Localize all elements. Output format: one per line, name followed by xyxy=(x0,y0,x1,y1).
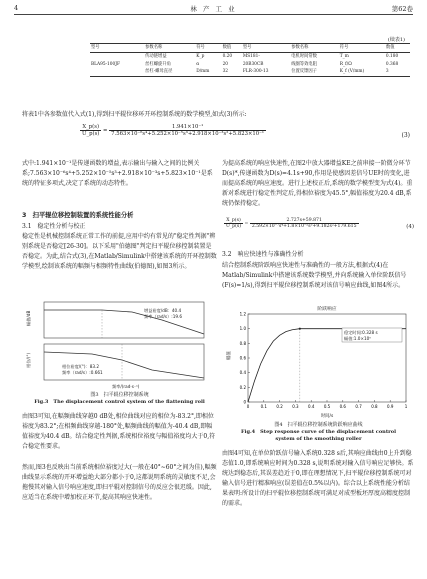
page-number: 4 xyxy=(14,4,19,12)
eq3-rhs xyxy=(109,124,266,137)
phase-freq-label: 频率（rad/s）:0.661 xyxy=(62,370,103,375)
journal-title: 林 产 工 业 xyxy=(190,5,237,13)
figure-4-caption xyxy=(222,422,415,443)
table-cell: 20 xyxy=(222,61,229,67)
y-tick-label: 0.6 xyxy=(239,355,246,361)
eq4-number: (4) xyxy=(406,224,414,230)
section-3-heading: 3 扫平辊位移控制装置的系统性能分析 xyxy=(22,212,134,219)
x-tick-label: 0.6 xyxy=(339,404,346,409)
left-paragraph-5: 然而,图3也反映出当前系统相位裕度过大(一般在40°~60°之间为佳),幅频曲线显示系统的开环增益绝大部分都小于0,这都说明系统的灵敏度不足,会拖慢其对输入信号响应速度,即扫平辊对控制信号的反应会很迟缓。因此,应适当在系统中增加校正环节,提高其响应快速性。 xyxy=(22,464,217,501)
figure-3-caption-en: Fig.3 The displacement control system of the flattening roll xyxy=(34,399,205,405)
table-cell: 电机时间常数 xyxy=(291,53,317,59)
eq3-lhs-num: X_p(s) xyxy=(80,124,101,131)
table-cell: 传动链增益 xyxy=(145,53,167,59)
figure-4-step-response xyxy=(222,302,415,420)
right-paragraph-3: 由图4可知,在单位阶跃信号输入系统0.328 s后,其响应曲线由0上升到稳态值1.0,即系统响应时间为0.328 s,说明系统对输入信号响应足够快。系统达到稳态后,其误差趋近于0,即在理想情况下,扫平辊位移控制系统可对输入信号进行精准响应(误差值在0.5%以内)。综合以上系统性能分析结果表明:所设计的扫平辊位移控制系统可满足对成型板坯厚度高精度控制的需求。 xyxy=(222,450,414,507)
table-header: 数值 xyxy=(385,44,410,53)
y-tick-label: 1.2 xyxy=(239,311,246,317)
figure-3-caption xyxy=(22,392,217,406)
table-header: 数值 xyxy=(222,44,242,53)
step-y-ticks xyxy=(240,312,250,405)
volume-label: 第62卷 xyxy=(391,5,413,13)
table-cell xyxy=(90,52,144,60)
table-cell: α xyxy=(196,61,200,67)
settling-time-label: 稳定时间:0.328 s xyxy=(344,330,378,335)
table-row xyxy=(90,61,410,69)
table-cell: 3 xyxy=(385,68,410,76)
table-cell: 32 xyxy=(222,68,242,76)
section-3-1-heading: 3.1 稳定性分析与校正 xyxy=(22,223,86,230)
step-response-frame xyxy=(248,314,406,402)
right-paragraph-2: 结合控制系统阶跃响应快速性与准确性的一般方法,根据式(4)在Matlab/Simulink中搭建该系统数学模型,并向系统输入单位阶跃信号(F(s)=1/s),得到扫平辊位移控制系统对该信号响应曲线,如图4所示。 xyxy=(222,262,407,289)
amplitude-label: 幅值:1.0×10⁰ xyxy=(344,336,371,341)
table-cell: 0.20 xyxy=(222,53,233,59)
bode-xlabel: 频率/(rad·s⁻¹) xyxy=(112,384,140,389)
table-cell: 线圈等效电阻 xyxy=(291,61,317,67)
eq3-number: (3) xyxy=(401,132,410,139)
step-xlabel: 时间/s xyxy=(320,414,334,419)
intro-paragraph: 将表1中各参数值代入式(1),得到扫平辊位移环开环控制系统的数学模型,如式(3)所示: xyxy=(22,111,247,118)
settling-point xyxy=(299,328,301,330)
left-paragraph-3: 稳定性是机械控制系统正常工作的前提,应用中约有常见的"稳定性判据"辨别系统是否稳定[26-30]。以下采用"伯德图"判定扫平辊位移控制装置是否稳定。为此,结合式(3),在Matlab/Simulink中搭建该系统的开环控制数学模型,绘制该系统的幅频与相频特性曲线(伯德图),如图3所示。 xyxy=(22,233,217,270)
eq3-lhs xyxy=(80,124,101,137)
phase-margin-label: 相位裕度/(°)：83.2 xyxy=(62,364,100,369)
step-x-ticks xyxy=(247,400,408,409)
figure-4-caption-cn: 图4 扫平辊位移控制系统阶跃响应曲线 xyxy=(274,422,363,428)
gain-freq-label: 频率（rad/s）:19.6 xyxy=(144,314,183,319)
page-header xyxy=(14,2,413,14)
eq3-rhs-den: 7.563×10⁻⁶s⁴+5.252×10⁻⁵s³+2.918×10⁻³s²+5.823×10⁻¹ xyxy=(111,131,265,137)
figure-4-caption-en-2: system of the smoothing roller xyxy=(275,436,362,442)
step-response-title: 阶跃响应 xyxy=(317,307,337,312)
x-tick-label: 0.2 xyxy=(276,404,283,409)
table-cell: 位置反馈因子 xyxy=(290,68,339,76)
table-cell: BLA95-100JF xyxy=(91,61,120,67)
eq3-rhs-num: 1.941×10⁻¹ xyxy=(109,124,266,131)
table-cell: 0.368 xyxy=(385,61,399,67)
table-cell: MS181- xyxy=(242,53,260,59)
x-tick-label: 0.7 xyxy=(355,404,362,409)
parameter-table xyxy=(90,43,410,77)
equation-4 xyxy=(224,218,414,246)
eq4-equals: = xyxy=(244,222,250,227)
x-tick-label: 0.1 xyxy=(260,404,267,409)
eq4-lhs-num: X_p(s) xyxy=(224,218,243,224)
table-cell: D/mm xyxy=(195,68,221,76)
gain-margin-label: 增益裕度/dB：40.4 xyxy=(144,308,182,313)
step-ylabel: 幅值 xyxy=(227,351,232,360)
bode-ylabel-bottom: 相位/(°) xyxy=(26,352,31,368)
eq4-lhs-den: U_p(s) xyxy=(226,224,242,229)
table-header: 型号 xyxy=(90,44,144,53)
table-cell: K_p xyxy=(196,53,205,59)
table-row xyxy=(90,52,410,60)
x-tick-label: 0.5 xyxy=(323,404,331,409)
x-tick-label: 0.4 xyxy=(308,404,315,409)
table-header: 符号 xyxy=(339,44,385,53)
x-tick-label: 1 xyxy=(404,404,408,409)
table-cell: 丝杠螺旋升角 xyxy=(145,61,171,67)
y-tick-label: 0.4 xyxy=(239,370,246,376)
table-cell xyxy=(90,68,144,76)
y-tick-label: 0.8 xyxy=(239,340,246,346)
figure-3-bode xyxy=(22,298,217,390)
table-header: 参数名称 xyxy=(144,44,195,53)
y-tick-label: 0.2 xyxy=(239,384,246,390)
eq3-lhs-den: U_p(s) xyxy=(82,131,100,137)
section-3-2-heading: 3.2 响应快速性与准确性分析 xyxy=(222,251,304,258)
table-continued-label: (续表1) xyxy=(387,37,405,43)
right-paragraph-1: 为提高系统的响应快速性,在图2中放大器增益KE之前串接一阶微分环节D(s)*,传递函数为D(s)=4.1s+90,作用是使感因差信号UE时的变化,进而提高系统的响应速度。进行上述校正后,系统的数学模型变为式(4)。重新对系统进行稳定性判定后,得相位裕度为45.5°,幅值裕度为20.4 dB,系统仍保持稳定。 xyxy=(222,160,413,207)
eq4-rhs xyxy=(250,218,359,229)
table-cell: 0.180 xyxy=(385,53,399,59)
table-cell: FLR-300-13 xyxy=(242,68,290,76)
table-header: 型号 xyxy=(242,44,290,53)
figure-3-caption-cn: 图3 扫平辊位移控制系统 xyxy=(90,392,149,398)
table-header: 符号 xyxy=(195,44,221,53)
table-cell: K_f (V/mm) xyxy=(339,68,385,76)
equation-3 xyxy=(80,124,410,156)
x-tick-label: 0 xyxy=(246,404,250,409)
x-tick-label: 0.8 xyxy=(371,404,378,409)
eq4-rhs-num: 2.727s+59.871 xyxy=(250,218,359,224)
figure-4-caption-en-1: Fig.4 Step response curve of the displacement control xyxy=(241,429,396,435)
y-tick-label: 1.0 xyxy=(239,326,246,332)
eq3-equals: = xyxy=(103,128,110,134)
x-tick-label: 0.3 xyxy=(292,404,299,409)
eq4-lhs xyxy=(224,218,243,229)
y-tick-label: 0 xyxy=(243,399,246,405)
table-cell: R_f/Ω xyxy=(339,61,352,67)
table-row xyxy=(90,68,410,76)
table-cell: 20B30CB xyxy=(242,61,264,67)
left-paragraph-2: 式中:1.941×10⁻¹是传递函数的增益,表示输出与输入之间的比例关系;7.563×10⁻⁶s⁴+5.252×10⁻⁵s³+2.918×10⁻³s+5.823×10⁻¹是系统的特征多项式,决定了系统的动态特性。 xyxy=(22,160,213,187)
header-rule xyxy=(14,14,413,15)
table-header-row xyxy=(90,44,410,53)
table-header: 参数名称 xyxy=(290,44,339,53)
left-paragraph-4: 由图3可知,在幅频曲线穿越0 dB处,相位曲线对应的相位为-83.2°,即相位裕度为83.2°;在相频曲线穿越-180°处,幅频曲线的幅值为-40.4 dB,即幅值裕度为40.4 dB。结合稳定性判据,系统相位裕度与幅值裕度均大于0,符合稳定性要求。 xyxy=(22,413,216,450)
table-cell: T_m xyxy=(339,53,349,59)
bode-ylabel-top: 幅值/dB xyxy=(26,310,31,326)
x-tick-label: 0.9 xyxy=(387,404,394,409)
eq4-rhs-den: 2.592×10⁻⁷s⁴+1.8×10⁻⁵s³+9.182s²+179.615 xyxy=(251,224,357,229)
table-cell: 丝杠-螺母直径 xyxy=(144,68,195,76)
